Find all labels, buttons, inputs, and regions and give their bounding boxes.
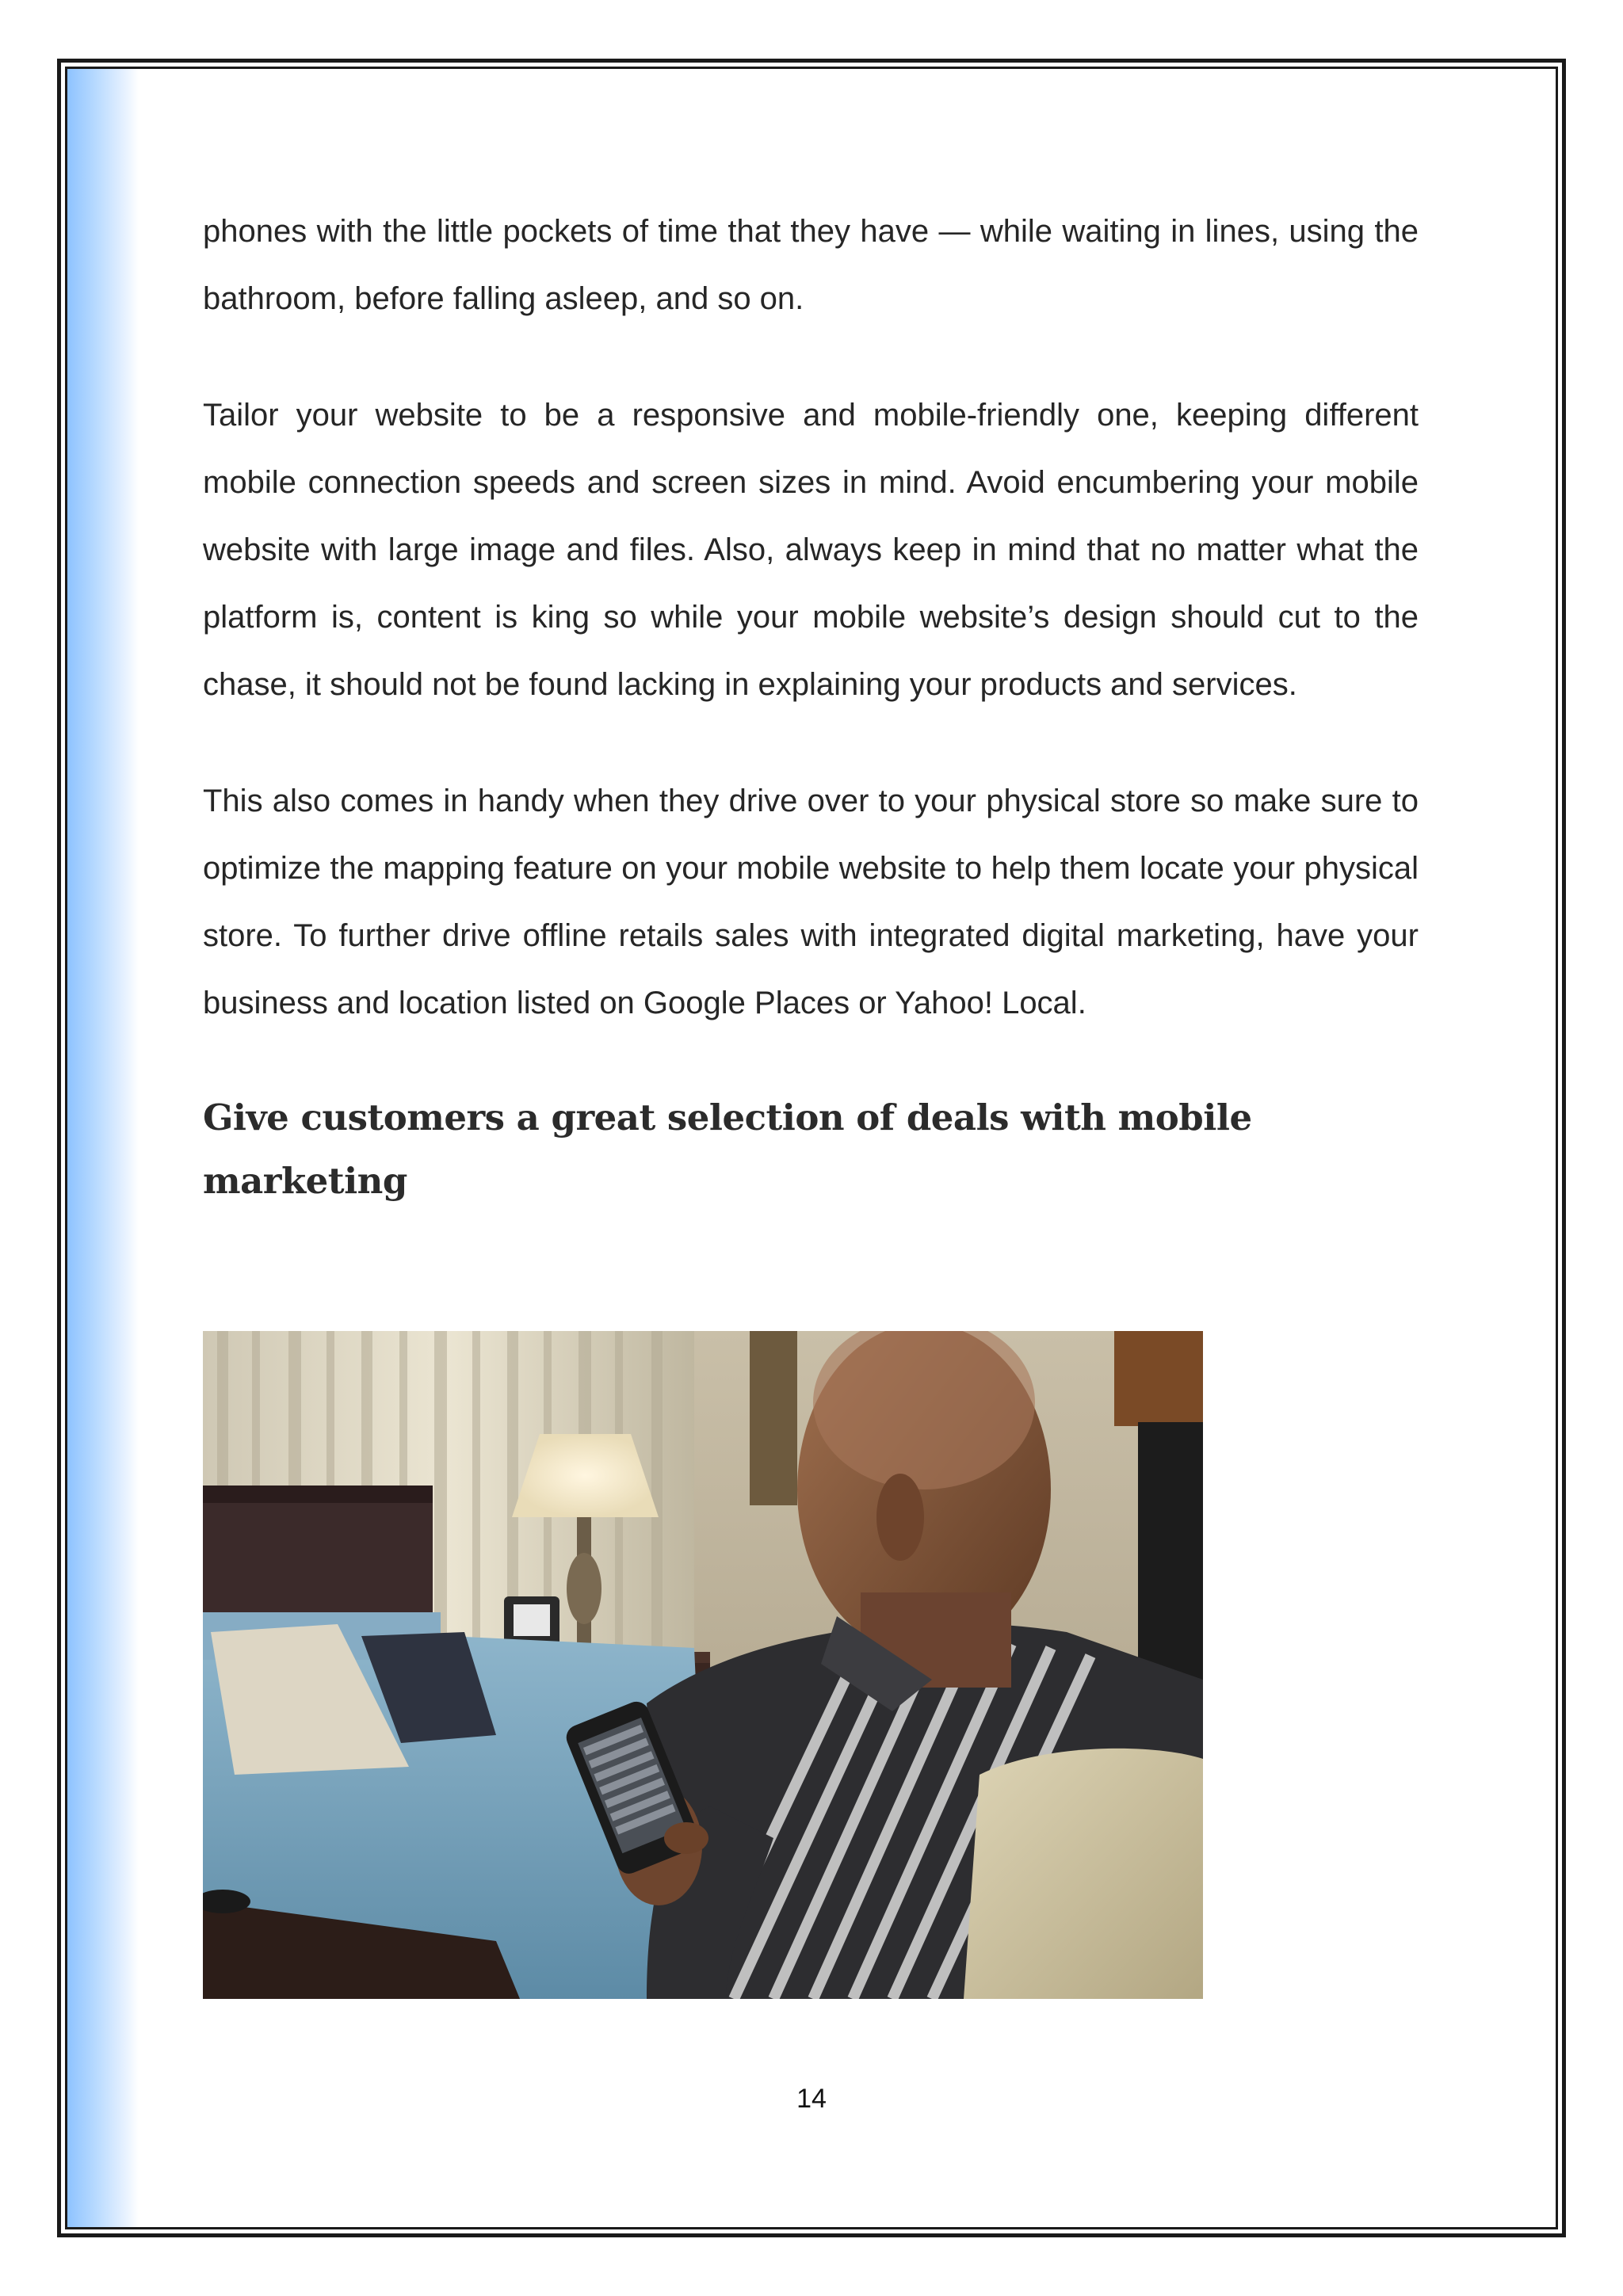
page-number: 14 (796, 2084, 827, 2114)
paragraph-2: Tailor your website to be a responsive and mobile-friendly one, keeping different mobile connection speeds and screen sizes in mind. Avoid encumbering your mobile website with large image and files. Also, always keep in mind that no matter what the platform is, content is king so while your mobile website’s design should cut to the chase, it should not be found lacking in explaining your products and services. (203, 398, 1419, 702)
page-content (203, 198, 1419, 1213)
paragraph-1: phones with the little pockets of time that they have — while waiting in lines, using the bathroom, before falling asleep, and so on. (203, 214, 1419, 316)
section-heading: Give customers a great selection of deals with mobile marketing (203, 1097, 1252, 1202)
side-decoration (67, 69, 139, 2227)
photo-man-using-phone (203, 1331, 1203, 1999)
paragraph-3: This also comes in handy when they drive over to your physical store so make sure to optimize the mapping feature on your mobile website to help them locate your physical store. To further drive offline retails sales with integrated digital marketing, have your business and location listed on Google Places or Yahoo! Local. (203, 784, 1419, 1020)
